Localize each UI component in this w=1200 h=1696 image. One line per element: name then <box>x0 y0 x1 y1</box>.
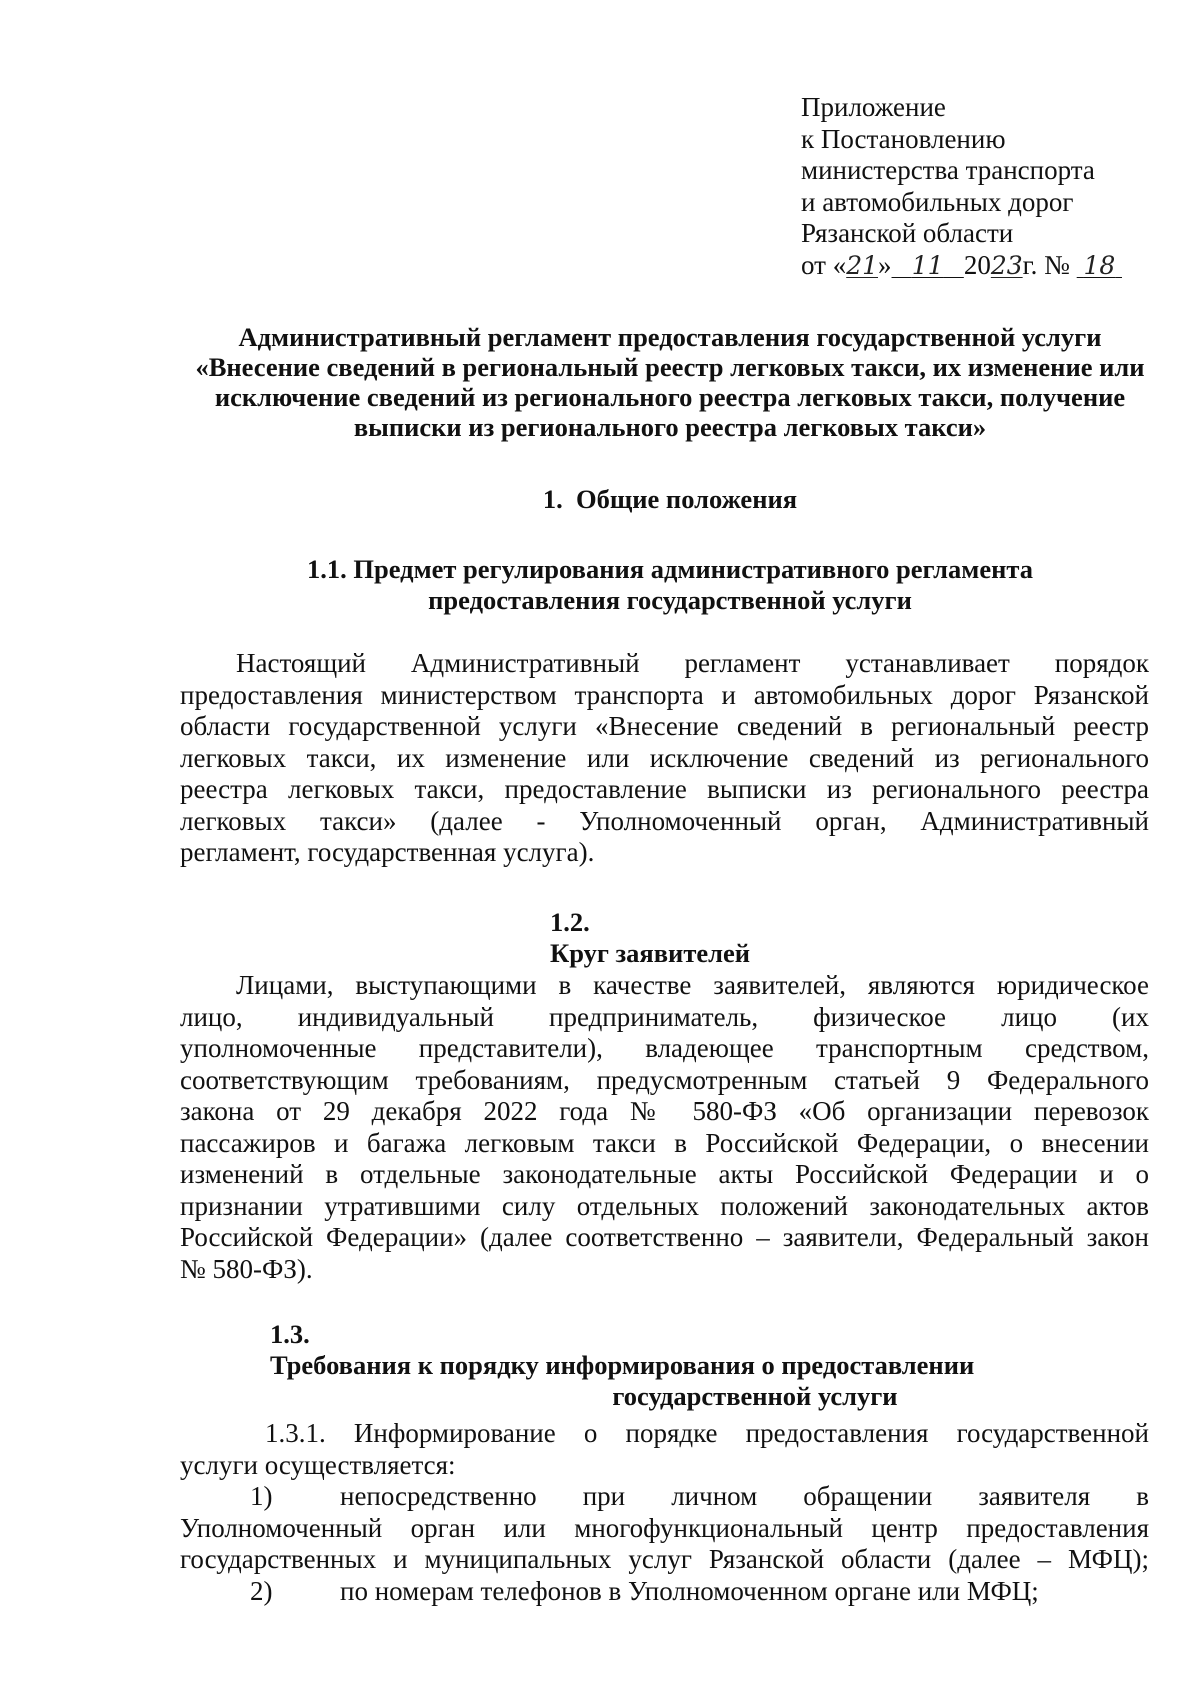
approval-line: к Постановлению <box>801 123 1006 154</box>
date-month-wrap <box>892 250 964 280</box>
section-1-2-number: 1.2. <box>550 907 590 937</box>
section-1-3-heading <box>270 1319 1150 1412</box>
approval-block <box>801 92 1161 281</box>
paragraph-line: Уполномоченный орган или многофункциональный центр предоставления <box>180 1512 1149 1543</box>
paragraph-line: соответствующим требованиям, предусмотренным статьей 9 Федерального <box>180 1064 1149 1095</box>
date-year-suffix: 23 <box>990 250 1023 280</box>
list-number: 1) <box>250 1481 273 1511</box>
title-line: выписки из регионального реестра легковых такси» <box>353 412 987 442</box>
paragraph-line: регламент, государственная услуга). <box>180 837 595 867</box>
section-1-heading-text: 1. Общие положения <box>542 484 798 514</box>
date-g: г. № <box>1022 249 1070 280</box>
approval-line: и автомобильных дорог <box>801 186 1074 217</box>
section-1-1-heading-line: предоставления государственной услуги <box>428 585 912 615</box>
paragraph-line: предоставления министерством транспорта и автомобильных дорог Рязанской <box>180 679 1149 710</box>
paragraph-line: услуги осуществляется: <box>180 1449 456 1480</box>
paragraph-line: 1.3.1. Информирование о порядке предоставления государственной <box>265 1418 1149 1448</box>
section-1-heading <box>180 484 1160 515</box>
date-prefix: от « <box>801 249 847 280</box>
approval-date-line <box>801 250 1161 282</box>
date-day: 21 <box>846 250 879 280</box>
section-1-2-heading-line <box>550 907 950 969</box>
date-year-prefix: 20 <box>963 249 991 280</box>
title-line: исключение сведений из регионального реестра легковых такси, получение <box>214 382 1126 412</box>
section-1-3-number: 1.3. <box>270 1319 310 1349</box>
section-1-2-heading <box>550 907 950 969</box>
paragraph-line: закона от 29 декабря 2022 года № 580-ФЗ «Об организации перевозок <box>180 1096 1149 1126</box>
section-1-3-paragraph <box>180 1418 1149 1607</box>
paragraph-line: государственных и муниципальных услуг Рязанской области (далее – МФЦ); <box>180 1544 1149 1574</box>
list-item-text: непосредственно при личном обращении заявителя в <box>340 1481 1149 1511</box>
section-1-1-heading-line: 1.1. Предмет регулирования административного регламента <box>307 554 1033 584</box>
section-1-3-heading-line <box>270 1319 1150 1381</box>
approval-line: Приложение <box>801 92 946 122</box>
paragraph-line: признании утратившими силу отдельных положений законодательных актов <box>180 1190 1149 1221</box>
doc-number: 18 <box>1083 250 1116 280</box>
section-1-3-title: Требования к порядку информирования о предоставлении <box>270 1350 975 1380</box>
list-item-text: по номерам телефонов в Уполномоченном органе или МФЦ; <box>340 1575 1039 1606</box>
section-1-2-paragraph <box>180 970 1149 1285</box>
paragraph-line: Российской Федерации» (далее соответственно – заявители, Федеральный закон <box>180 1222 1149 1252</box>
list-number: 2) <box>250 1575 273 1606</box>
list-item-1 <box>180 1481 1149 1513</box>
paragraph-line: легковых такси, их изменение или исключение сведений из регионального <box>180 742 1149 773</box>
paragraph-line: уполномоченные представители), владеющее транспортным средством, <box>180 1033 1149 1063</box>
section-1-2-title: Круг заявителей <box>550 938 751 968</box>
paragraph-line: Настоящий Административный регламент устанавливает порядок <box>236 648 1149 678</box>
section-1-3-heading-line: государственной услуги <box>612 1381 898 1411</box>
paragraph-line: лицо, индивидуальный предприниматель, физическое лицо (их <box>180 1001 1149 1032</box>
paragraph-line: № 580-ФЗ). <box>180 1253 313 1284</box>
date-sep: » <box>878 249 892 280</box>
approval-line: Рязанской области <box>801 218 1014 248</box>
section-1-1-paragraph <box>180 648 1149 869</box>
paragraph-line: пассажиров и багажа легковым такси в Российской Федерации, о внесении <box>180 1127 1149 1158</box>
paragraph-line: изменений в отдельные законодательные акты Российской Федерации и о <box>180 1159 1149 1189</box>
doc-number-wrap <box>1077 250 1122 280</box>
document-title <box>180 322 1160 442</box>
list-item-2 <box>180 1576 1149 1608</box>
title-line: Административный регламент предоставления государственной услуги <box>238 322 1102 352</box>
approval-line: министерства транспорта <box>801 155 1095 185</box>
paragraph-line: области государственной услуги «Внесение сведений в региональный реестр <box>180 711 1149 741</box>
paragraph-line: реестра легковых такси, предоставление выписки из регионального реестра <box>180 774 1149 804</box>
paragraph-line: Лицами, выступающими в качестве заявителей, являются юридическое <box>236 970 1149 1000</box>
section-1-1-heading <box>180 554 1160 616</box>
title-line: «Внесение сведений в региональный реестр легковых такси, их изменение или <box>195 352 1145 382</box>
paragraph-line: легковых такси» (далее - Уполномоченный орган, Административный <box>180 805 1149 836</box>
date-month: 11 <box>911 250 944 280</box>
